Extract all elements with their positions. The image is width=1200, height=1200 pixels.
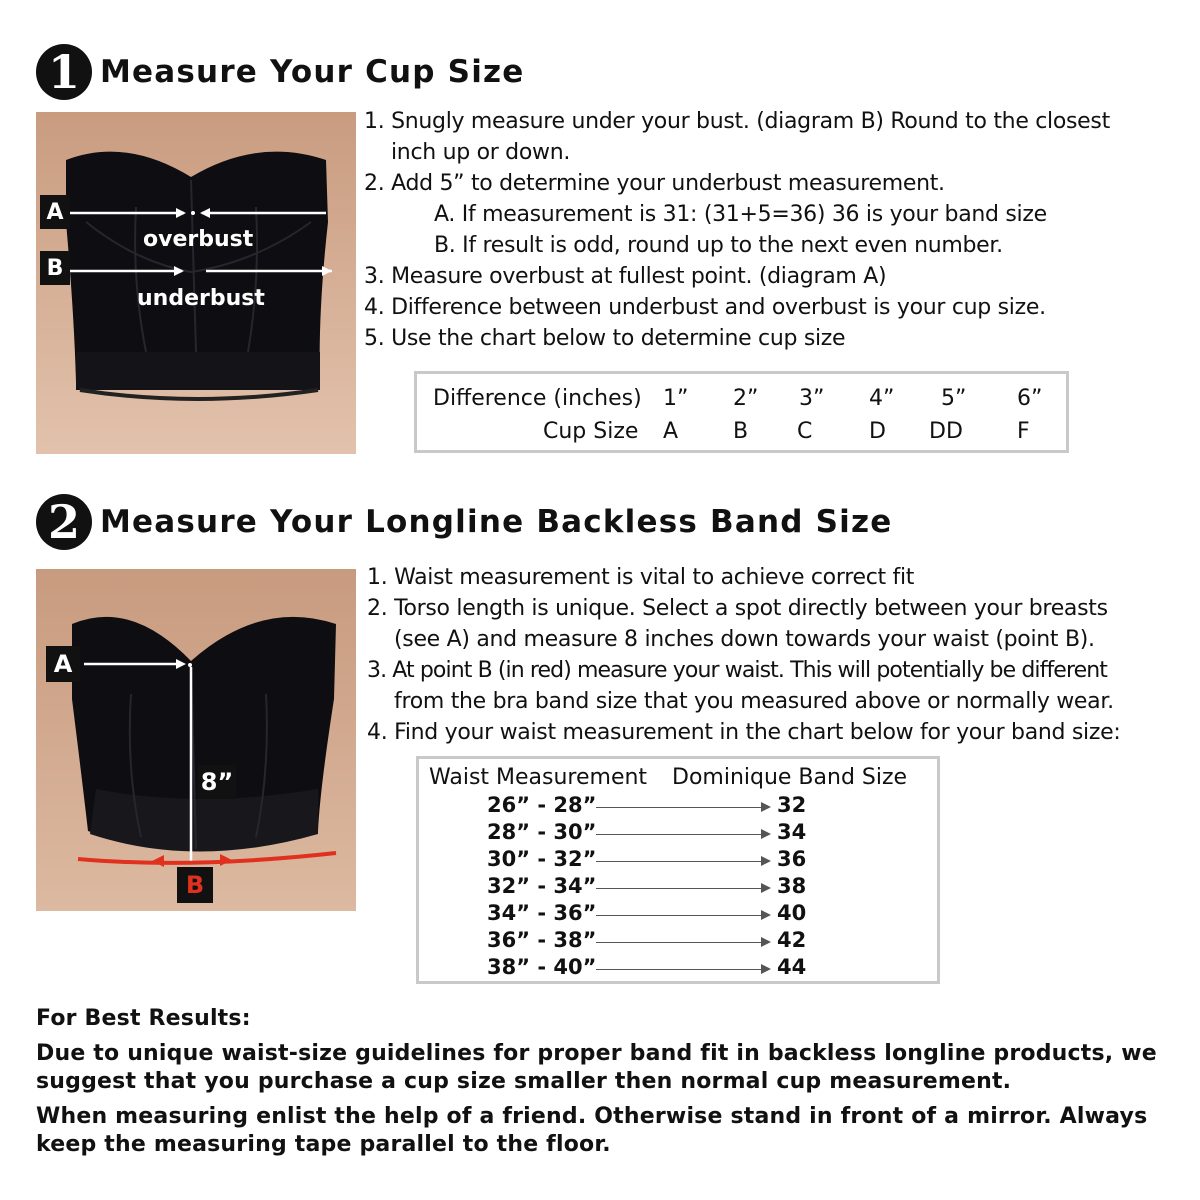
instruction-substep: B. If result is odd, round up to the next even number. <box>434 233 1003 258</box>
waist-range: 28” - 30” <box>487 820 597 844</box>
waist-range: 32” - 34” <box>487 874 597 898</box>
table-row <box>419 955 937 982</box>
cup-size-value: D <box>869 419 886 444</box>
band-size: 44 <box>777 955 807 979</box>
band-column-header: Dominique Band Size <box>672 765 908 790</box>
label-b: B <box>40 251 70 285</box>
instruction-step: 1. Snugly measure under your bust. (diagram B) Round to the closest <box>364 109 1110 134</box>
instruction-step: 3. Measure overbust at fullest point. (diagram A) <box>364 264 887 289</box>
waist-range: 34” - 36” <box>487 901 597 925</box>
table-row <box>419 928 937 955</box>
section1-title: Measure Your Cup Size <box>100 54 525 90</box>
label-b: B <box>177 867 213 903</box>
instruction-step: inch up or down. <box>391 140 571 165</box>
arrow-right-icon <box>761 937 771 947</box>
band-size: 40 <box>777 901 807 925</box>
instruction-step: 2. Torso length is unique. Select a spot directly between your breasts <box>367 596 1108 621</box>
cup-measurement-photo <box>36 112 356 454</box>
bustier-illustration <box>36 112 356 454</box>
table-row <box>419 901 937 928</box>
band-size: 42 <box>777 928 807 952</box>
label-a: A <box>40 195 70 229</box>
arrow-right-icon <box>761 910 771 920</box>
arrow-line <box>596 915 766 916</box>
instruction-step: 2. Add 5” to determine your underbust measurement. <box>364 171 945 196</box>
band-size: 32 <box>777 793 807 817</box>
footer-heading: For Best Results: <box>36 1006 251 1031</box>
arrow-line <box>596 942 766 943</box>
band-size: 34 <box>777 820 807 844</box>
arrow-right-icon <box>761 856 771 866</box>
footer-paragraph: When measuring enlist the help of a friend. Otherwise stand in front of a mirror. Always keep the measuring tape parallel to the floor. <box>36 1104 1148 1157</box>
cup-size-value: F <box>1017 419 1030 444</box>
difference-value: 3” <box>799 386 825 411</box>
section2-title: Measure Your Longline Backless Band Size <box>100 504 893 540</box>
table-row <box>419 874 937 901</box>
difference-row-label: Difference (inches) <box>433 386 642 411</box>
waist-column-header: Waist Measurement <box>429 765 648 790</box>
cup-size-instructions <box>364 106 1110 354</box>
waist-range: 36” - 38” <box>487 928 597 952</box>
difference-value: 2” <box>733 386 759 411</box>
cup-size-value: A <box>663 419 679 444</box>
footer-paragraph: Due to unique waist-size guidelines for proper band fit in backless longline products, we suggest that you purchase a cup size smaller then normal cup measurement. <box>36 1041 1157 1094</box>
cup-size-value: C <box>797 419 813 444</box>
underbust-label: underbust <box>137 286 265 311</box>
difference-value: 5” <box>941 386 967 411</box>
arrow-right-icon <box>761 964 771 974</box>
waist-range: 30” - 32” <box>487 847 597 871</box>
arrow-line <box>596 969 766 970</box>
cup-size-chart <box>414 371 1069 453</box>
cup-size-row-label: Cup Size <box>543 419 639 444</box>
instruction-step: 3. At point B (in red) measure your waist. This will potentially be different <box>367 658 1108 683</box>
arrow-line <box>596 834 766 835</box>
instruction-step: 4. Find your waist measurement in the chart below for your band size: <box>367 720 1121 745</box>
band-size-chart <box>416 756 940 984</box>
arrow-right-icon <box>761 802 771 812</box>
arrow-line <box>596 861 766 862</box>
difference-value: 6” <box>1017 386 1043 411</box>
difference-value: 4” <box>869 386 895 411</box>
table-row <box>419 793 937 820</box>
arrow-line <box>596 807 766 808</box>
cup-size-value: DD <box>929 419 963 444</box>
instruction-step: 5. Use the chart below to determine cup size <box>364 326 846 351</box>
arrow-line <box>596 888 766 889</box>
instruction-step: 4. Difference between underbust and overbust is your cup size. <box>364 295 1046 320</box>
instruction-step: from the bra band size that you measured above or normally wear. <box>394 689 1114 714</box>
difference-value: 1” <box>663 386 689 411</box>
band-size: 36 <box>777 847 807 871</box>
overbust-label: overbust <box>143 227 254 252</box>
longline-illustration <box>36 569 356 911</box>
section2-header <box>36 491 892 553</box>
waist-range: 26” - 28” <box>487 793 597 817</box>
cup-size-value: B <box>733 419 749 444</box>
section1-header <box>36 41 525 103</box>
instruction-substep: A. If measurement is 31: (31+5=36) 36 is your band size <box>434 202 1047 227</box>
band-measurement-photo <box>36 569 356 911</box>
arrow-right-icon <box>761 829 771 839</box>
band-size-instructions <box>367 562 1120 748</box>
instruction-step: 1. Waist measurement is vital to achieve correct fit <box>367 565 915 590</box>
waist-range: 38” - 40” <box>487 955 597 979</box>
table-row <box>419 847 937 874</box>
step-number-badge: 1 <box>36 44 92 100</box>
instruction-step: (see A) and measure 8 inches down towards your waist (point B). <box>394 627 1095 652</box>
table-row <box>419 820 937 847</box>
band-size: 38 <box>777 874 807 898</box>
length-label: 8” <box>198 765 236 799</box>
label-a: A <box>46 646 80 682</box>
step-number-badge: 2 <box>36 494 92 550</box>
arrow-right-icon <box>761 883 771 893</box>
